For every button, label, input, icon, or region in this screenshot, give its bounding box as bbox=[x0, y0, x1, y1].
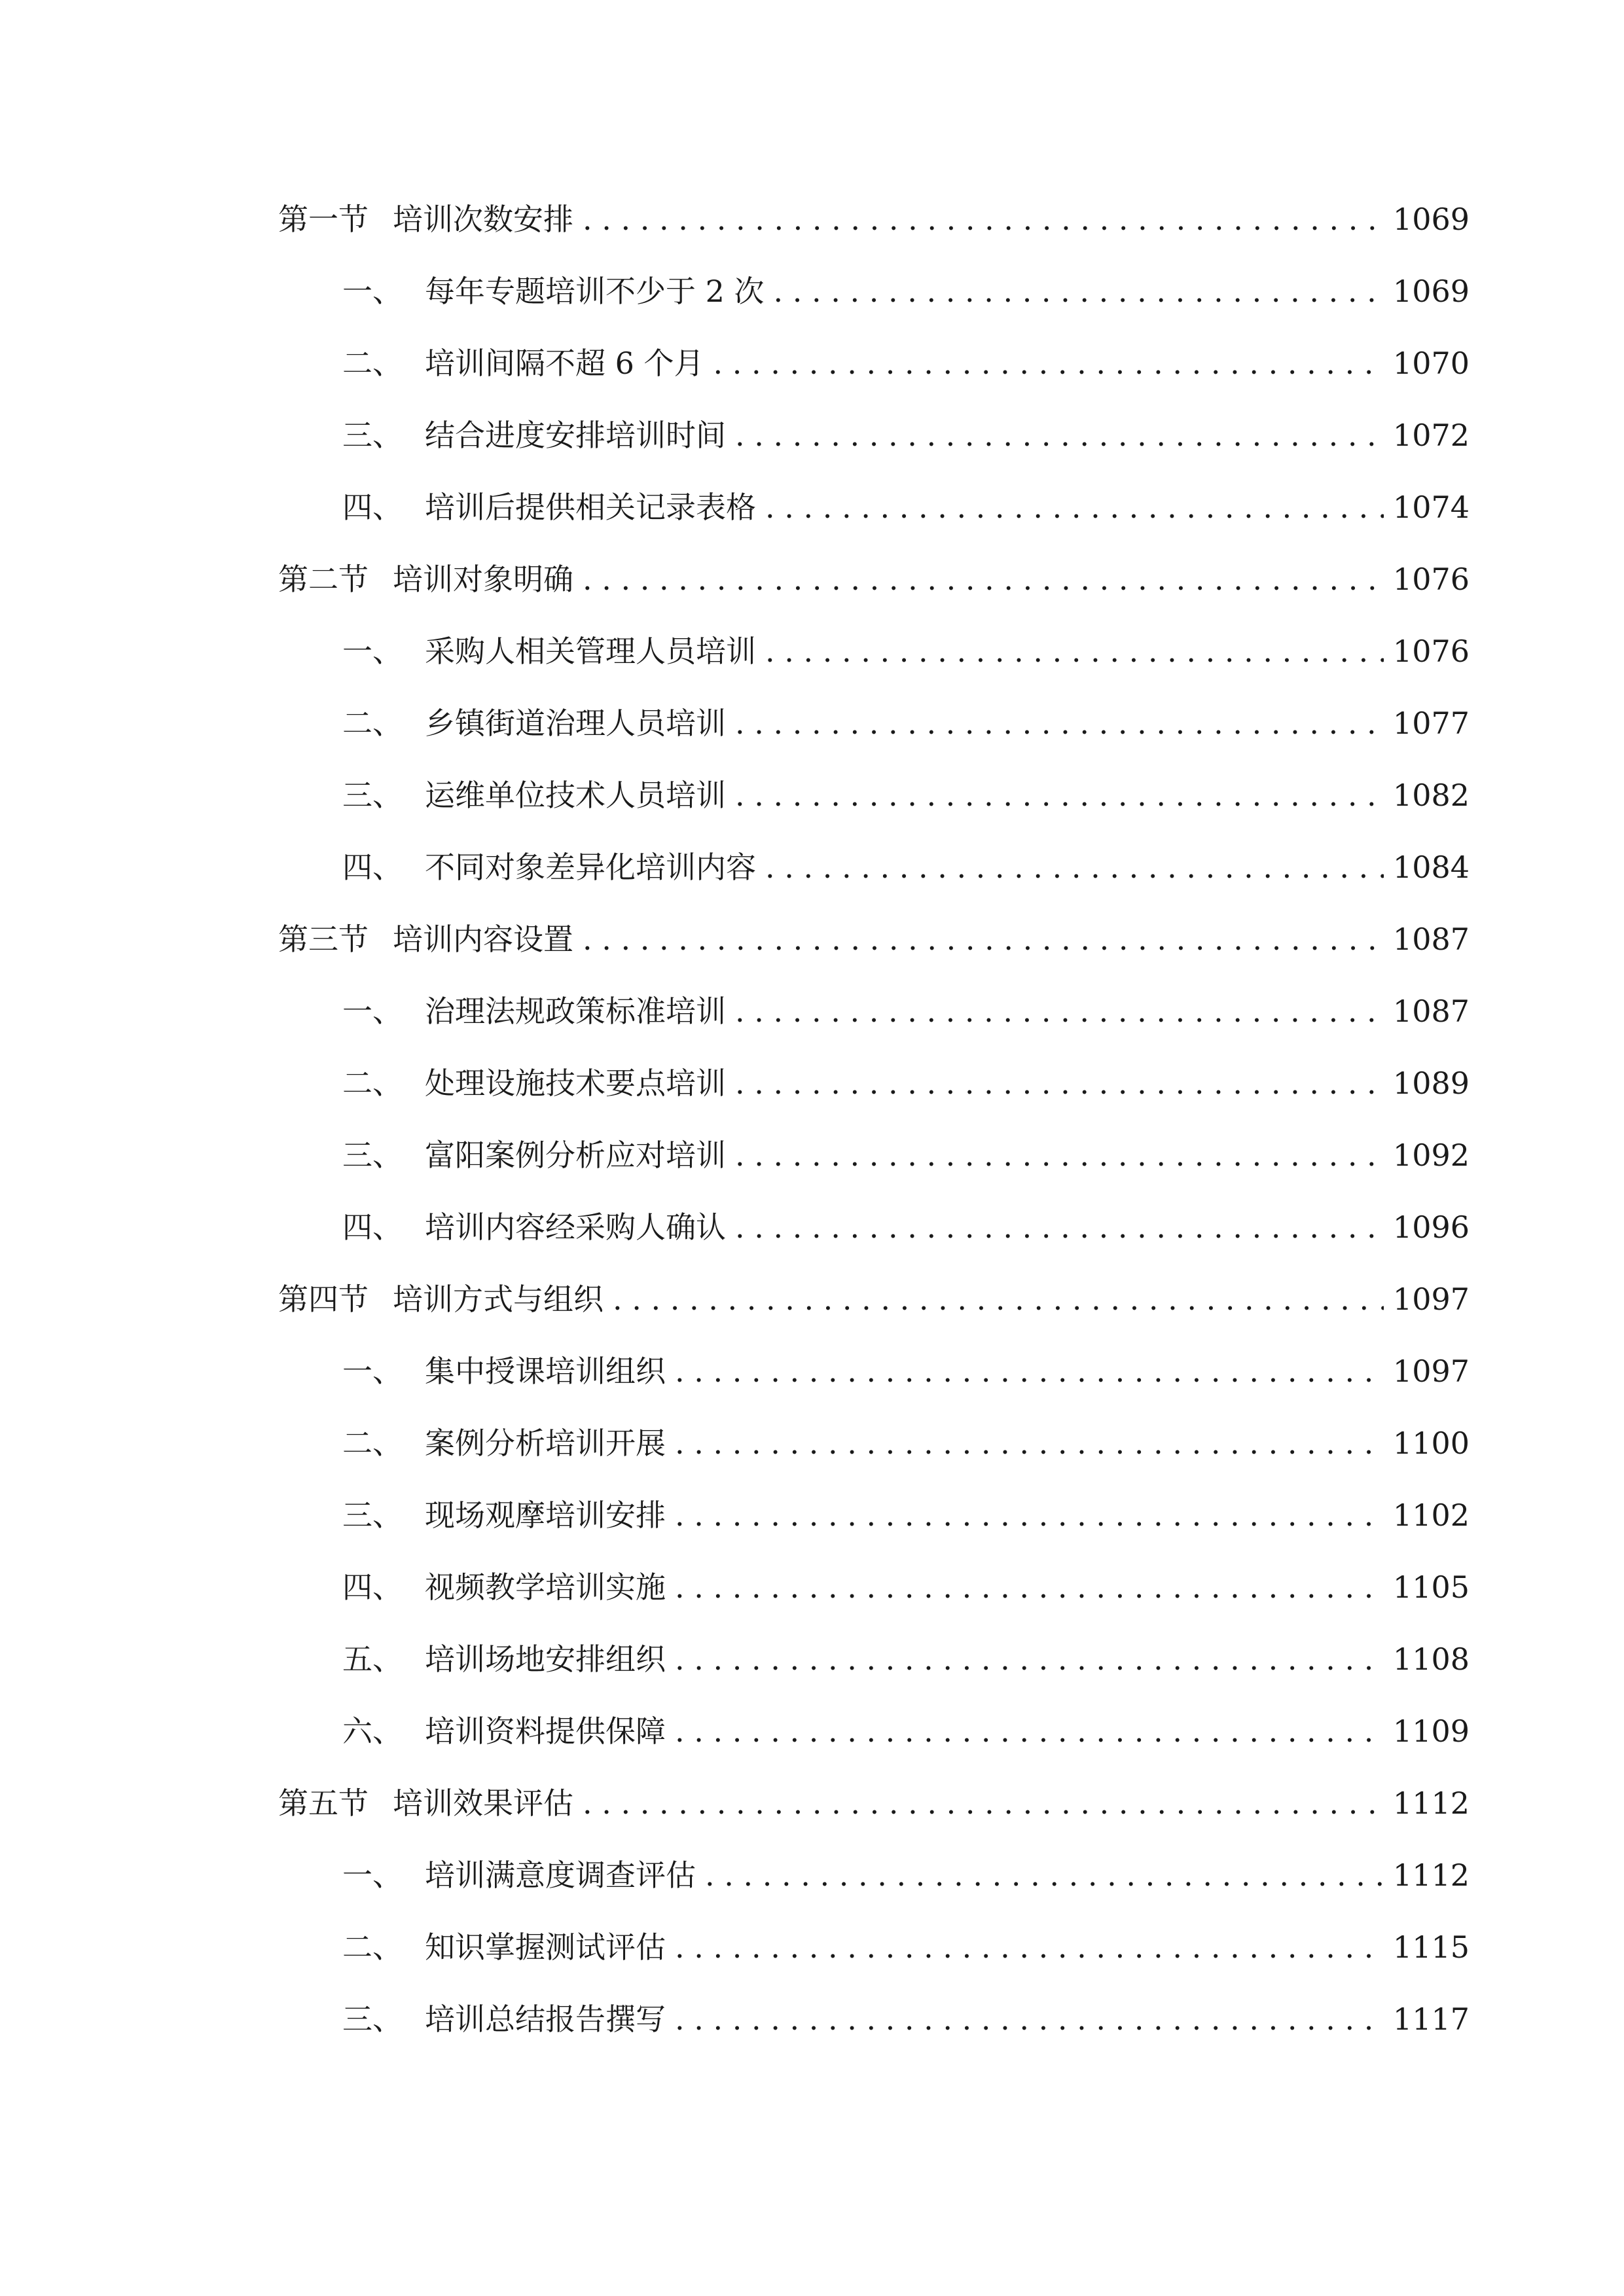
toc-entry-title: 培训场地安排组织 bbox=[425, 1641, 666, 1677]
toc-entry[interactable] bbox=[278, 1911, 1470, 1983]
toc-dot-leader bbox=[583, 183, 1384, 255]
toc-entry-title: 结合进度安排培训时间 bbox=[425, 418, 726, 453]
toc-entry[interactable] bbox=[278, 543, 1470, 615]
toc-entry-number: 五、 bbox=[342, 1641, 403, 1677]
toc-dot-leader bbox=[735, 1047, 1384, 1119]
toc-entry-title: 富阳案例分析应对培训 bbox=[425, 1138, 726, 1173]
toc-entry-page: 1077 bbox=[1392, 706, 1470, 741]
toc-entry-number: 一、 bbox=[342, 994, 403, 1029]
toc-entry-title: 培训次数安排 bbox=[393, 202, 573, 237]
toc-dot-leader bbox=[675, 1623, 1384, 1695]
toc-entry-number: 三、 bbox=[342, 1138, 403, 1173]
toc-entry-number: 一、 bbox=[342, 1354, 403, 1389]
toc-dot-leader bbox=[735, 759, 1384, 831]
toc-entry[interactable] bbox=[278, 1623, 1470, 1695]
toc-entry-title: 知识掌握测试评估 bbox=[425, 1929, 666, 1965]
toc-entry[interactable] bbox=[278, 1695, 1470, 1767]
toc-entry[interactable] bbox=[278, 1839, 1470, 1911]
toc-entry-title: 处理设施技术要点培训 bbox=[425, 1066, 726, 1101]
toc-entry[interactable] bbox=[278, 255, 1470, 327]
toc-dot-leader bbox=[675, 1983, 1384, 2055]
toc-entry-title: 培训方式与组织 bbox=[393, 1282, 604, 1317]
toc-entry-number: 四、 bbox=[342, 490, 403, 525]
toc-entry[interactable] bbox=[278, 1335, 1470, 1407]
toc-dot-leader bbox=[675, 1551, 1384, 1623]
toc-entry-page: 1070 bbox=[1392, 346, 1470, 381]
table-of-contents bbox=[278, 183, 1470, 2055]
toc-dot-leader bbox=[735, 399, 1384, 471]
toc-entry-number: 二、 bbox=[342, 346, 403, 381]
toc-entry-title: 每年专题培训不少于 2 次 bbox=[425, 274, 765, 309]
toc-entry[interactable] bbox=[278, 1191, 1470, 1263]
toc-entry-title: 培训后提供相关记录表格 bbox=[425, 490, 756, 525]
toc-entry-number: 二、 bbox=[342, 706, 403, 741]
toc-entry[interactable] bbox=[278, 399, 1470, 471]
toc-entry-title: 采购人相关管理人员培训 bbox=[425, 634, 756, 669]
toc-entry-page: 1092 bbox=[1392, 1138, 1470, 1173]
toc-entry-number: 一、 bbox=[342, 1857, 403, 1893]
toc-entry[interactable] bbox=[278, 975, 1470, 1047]
toc-entry-title: 培训对象明确 bbox=[393, 562, 573, 597]
toc-entry-page: 1069 bbox=[1392, 202, 1470, 237]
toc-dot-leader bbox=[675, 1407, 1384, 1479]
toc-entry[interactable] bbox=[278, 471, 1470, 543]
toc-entry-number: 三、 bbox=[342, 2001, 403, 2037]
toc-entry[interactable] bbox=[278, 1047, 1470, 1119]
toc-entry-number: 一、 bbox=[342, 634, 403, 669]
toc-dot-leader bbox=[765, 831, 1384, 903]
toc-entry-page: 1072 bbox=[1392, 418, 1470, 453]
toc-entry-page: 1076 bbox=[1392, 562, 1470, 597]
toc-entry[interactable] bbox=[278, 327, 1470, 399]
toc-entry-number: 第五节 bbox=[278, 1785, 369, 1821]
toc-entry-page: 1115 bbox=[1392, 1929, 1470, 1965]
toc-entry-number: 第一节 bbox=[278, 202, 369, 237]
toc-entry-page: 1117 bbox=[1392, 2001, 1470, 2037]
toc-entry-number: 四、 bbox=[342, 850, 403, 885]
toc-entry-number: 三、 bbox=[342, 418, 403, 453]
toc-entry-page: 1097 bbox=[1392, 1354, 1470, 1389]
toc-dot-leader bbox=[735, 1191, 1384, 1263]
toc-dot-leader bbox=[675, 1695, 1384, 1767]
toc-entry-page: 1112 bbox=[1392, 1857, 1470, 1893]
toc-dot-leader bbox=[765, 615, 1384, 687]
toc-entry[interactable] bbox=[278, 183, 1470, 255]
toc-entry[interactable] bbox=[278, 1407, 1470, 1479]
toc-dot-leader bbox=[583, 1767, 1384, 1839]
toc-entry-title: 集中授课培训组织 bbox=[425, 1354, 666, 1389]
toc-entry-page: 1087 bbox=[1392, 922, 1470, 957]
toc-entry-title: 培训总结报告撰写 bbox=[425, 2001, 666, 2037]
toc-entry-title: 培训效果评估 bbox=[393, 1785, 573, 1821]
toc-entry-title: 治理法规政策标准培训 bbox=[425, 994, 726, 1029]
toc-entry-page: 1069 bbox=[1392, 274, 1470, 309]
toc-dot-leader bbox=[765, 471, 1384, 543]
toc-entry-number: 三、 bbox=[342, 778, 403, 813]
toc-entry[interactable] bbox=[278, 615, 1470, 687]
toc-entry-number: 四、 bbox=[342, 1570, 403, 1605]
toc-entry-page: 1096 bbox=[1392, 1210, 1470, 1245]
toc-entry-page: 1076 bbox=[1392, 634, 1470, 669]
toc-entry[interactable] bbox=[278, 1263, 1470, 1335]
toc-dot-leader bbox=[774, 255, 1384, 327]
toc-entry-page: 1087 bbox=[1392, 994, 1470, 1029]
toc-dot-leader bbox=[675, 1911, 1384, 1983]
toc-entry-title: 培训间隔不超 6 个月 bbox=[425, 346, 704, 381]
toc-entry[interactable] bbox=[278, 1479, 1470, 1551]
toc-entry[interactable] bbox=[278, 831, 1470, 903]
toc-entry-title: 培训满意度调查评估 bbox=[425, 1857, 696, 1893]
toc-entry-number: 一、 bbox=[342, 274, 403, 309]
toc-entry-page: 1082 bbox=[1392, 778, 1470, 813]
toc-entry-title: 乡镇街道治理人员培训 bbox=[425, 706, 726, 741]
toc-entry-page: 1074 bbox=[1392, 490, 1470, 525]
toc-dot-leader bbox=[675, 1335, 1384, 1407]
toc-entry-number: 第二节 bbox=[278, 562, 369, 597]
toc-entry-title: 案例分析培训开展 bbox=[425, 1426, 666, 1461]
toc-entry-page: 1084 bbox=[1392, 850, 1470, 885]
toc-entry[interactable] bbox=[278, 1551, 1470, 1623]
toc-entry-title: 培训内容设置 bbox=[393, 922, 573, 957]
toc-dot-leader bbox=[613, 1263, 1384, 1335]
toc-entry-page: 1089 bbox=[1392, 1066, 1470, 1101]
toc-entry-page: 1109 bbox=[1392, 1713, 1470, 1749]
toc-entry-page: 1112 bbox=[1392, 1785, 1470, 1821]
toc-entry-page: 1100 bbox=[1392, 1426, 1470, 1461]
toc-dot-leader bbox=[713, 327, 1384, 399]
toc-entry-page: 1108 bbox=[1392, 1641, 1470, 1677]
toc-dot-leader bbox=[735, 975, 1384, 1047]
toc-entry-number: 四、 bbox=[342, 1210, 403, 1245]
toc-entry-number: 三、 bbox=[342, 1498, 403, 1533]
toc-entry-title: 视频教学培训实施 bbox=[425, 1570, 666, 1605]
toc-dot-leader bbox=[705, 1839, 1384, 1911]
toc-entry-title: 现场观摩培训安排 bbox=[425, 1498, 666, 1533]
toc-entry[interactable] bbox=[278, 1119, 1470, 1191]
toc-dot-leader bbox=[583, 543, 1384, 615]
toc-entry-number: 第四节 bbox=[278, 1282, 369, 1317]
toc-entry[interactable] bbox=[278, 903, 1470, 975]
toc-entry-title: 培训内容经采购人确认 bbox=[425, 1210, 726, 1245]
toc-entry-page: 1097 bbox=[1392, 1282, 1470, 1317]
toc-dot-leader bbox=[735, 1119, 1384, 1191]
toc-entry-title: 培训资料提供保障 bbox=[425, 1713, 666, 1749]
toc-entry-number: 二、 bbox=[342, 1426, 403, 1461]
toc-entry[interactable] bbox=[278, 687, 1470, 759]
toc-entry-title: 运维单位技术人员培训 bbox=[425, 778, 726, 813]
toc-entry-page: 1102 bbox=[1392, 1498, 1470, 1533]
toc-dot-leader bbox=[583, 903, 1384, 975]
toc-dot-leader bbox=[735, 687, 1384, 759]
toc-entry[interactable] bbox=[278, 759, 1470, 831]
toc-dot-leader bbox=[675, 1479, 1384, 1551]
toc-entry-number: 第三节 bbox=[278, 922, 369, 957]
toc-entry-page: 1105 bbox=[1392, 1570, 1470, 1605]
toc-entry-number: 二、 bbox=[342, 1929, 403, 1965]
toc-entry-number: 六、 bbox=[342, 1713, 403, 1749]
toc-entry-title: 不同对象差异化培训内容 bbox=[425, 850, 756, 885]
toc-entry[interactable] bbox=[278, 1767, 1470, 1839]
toc-entry[interactable] bbox=[278, 1983, 1470, 2055]
toc-entry-number: 二、 bbox=[342, 1066, 403, 1101]
